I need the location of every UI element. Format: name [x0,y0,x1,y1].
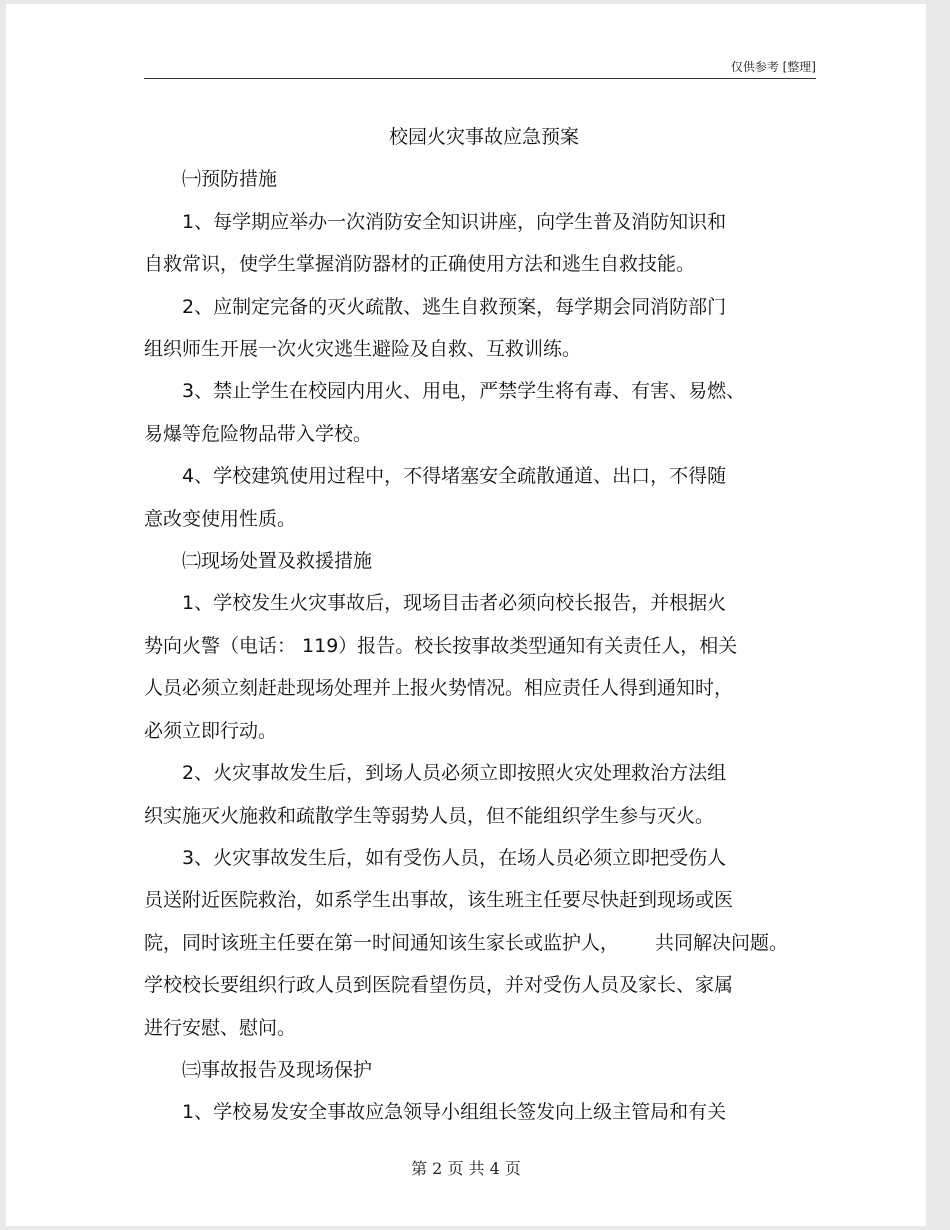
section-heading: ㈠预防措施 [182,168,278,191]
paragraph-line: 1、每学期应举办一次消防安全知识讲座，向学生普及消防知识和 [182,210,727,233]
paragraph-segment: 共同解决问题。 [655,931,789,954]
page-header [144,56,816,79]
paragraph-line: 易爆等危险物品带入学校。 [144,422,373,445]
paragraph-line: 织实施灭火施救和疏散学生等弱势人员，但不能组织学生参与灭火。 [144,804,715,827]
section-heading: ㈢事故报告及现场保护 [182,1058,373,1081]
paragraph-line: 1、学校发生火灾事故后，现场目击者必须向校长报告，并根据火 [182,592,727,615]
paragraph-line: 必须立即行动。 [144,719,278,742]
paragraph-line: 1、学校易发安全事故应急领导小组组长签发向上级主管局和有关 [182,1101,727,1124]
document-page [6,4,926,1226]
paragraph-line: 学校校长要组织行政人员到医院看望伤员，并对受伤人员及家长、家属 [144,974,734,997]
paragraph-line: 人员必须立刻赶赴现场处理并上报火势情况。相应责任人得到通知时， [144,677,734,700]
paragraph-line: 意改变使用性质。 [144,507,297,530]
paragraph-line: 自救常识，使学生掌握消防器材的正确使用方法和逃生自救技能。 [144,253,696,276]
paragraph-line: 2、火灾事故发生后，到场人员必须立即按照火灾处理救治方法组 [182,762,727,785]
paragraph-line: 组织师生开展一次火灾逃生避险及自救、互救训练。 [144,338,582,361]
paragraph-line [144,922,816,964]
document-title: 校园火灾事故应急预案 [388,126,579,148]
paragraph-line: 势向火警（电话： 119）报告。校长按事故类型通知有关责任人，相关 [144,634,738,657]
section-heading: ㈡现场处置及救援措施 [182,550,373,573]
paragraph-line: 员送附近医院救治，如系学生出事故，该生班主任要尽快赶到现场或医 [144,889,734,912]
paragraph-line: 进行安慰、慰问。 [144,1016,297,1039]
paragraph-line: 4、学校建筑使用过程中，不得堵塞安全疏散通道、出口，不得随 [182,465,727,488]
page-number: 第 2 页 共 4 页 [411,1159,521,1178]
paragraph-line: 2、应制定完备的灭火疏散、逃生自救预案，每学期会同消防部门 [182,295,727,318]
header-note: 仅供参考 [整理] [730,60,816,74]
paragraph-line: 3、禁止学生在校园内用火、用电，严禁学生将有毒、有害、易燃、 [182,380,746,403]
paragraph-line: 3、火灾事故发生后，如有受伤人员，在场人员必须立即把受伤人 [182,846,727,869]
document-body [144,116,816,1134]
paragraph-segment: 院，同时该班主任要在第一时间通知该生家长或监护人， [144,931,620,954]
